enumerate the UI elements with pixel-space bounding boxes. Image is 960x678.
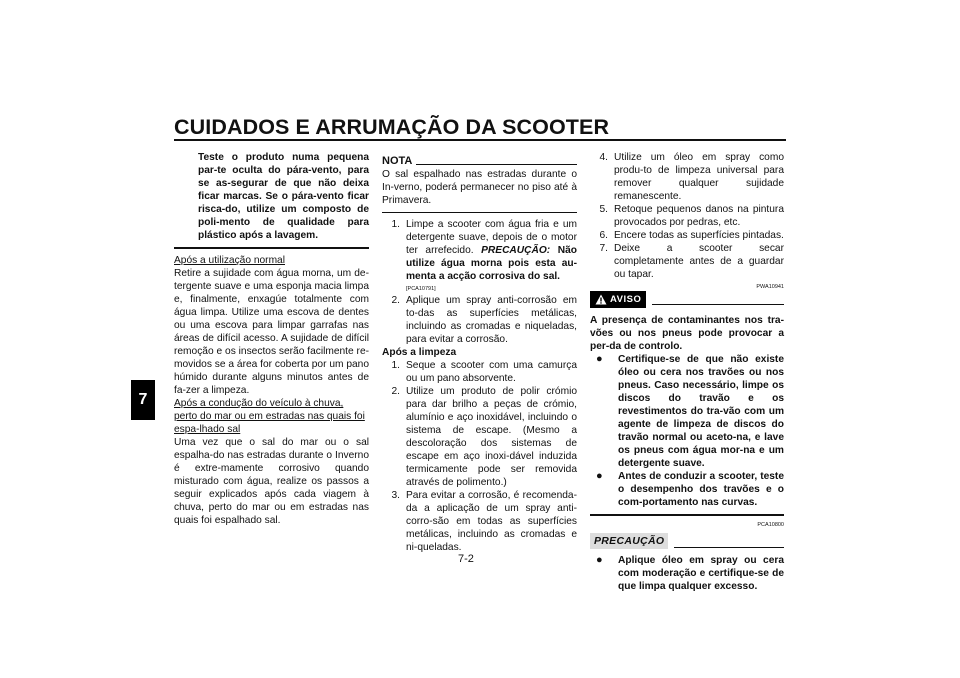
- precaution-header: [590, 533, 784, 549]
- precaution-inline-label: PRECAUÇÃO:: [481, 245, 551, 256]
- nota-label: NOTA: [382, 155, 413, 167]
- reference-code: [PCA10791]: [406, 286, 436, 292]
- bullet-icon: ●: [596, 353, 603, 365]
- warning-rule: [652, 304, 784, 305]
- precaution-label: PRECAUÇÃO: [590, 533, 668, 549]
- list-item: ● Antes de conduzir a scooter, teste o desempenho dos travões e o com-portamento nas curvas.: [590, 470, 784, 509]
- warning-header: [590, 291, 784, 308]
- column-middle: [382, 151, 577, 554]
- list-item: 5. Retoque pequenos danos na pintura provocados por pedras, etc.: [599, 204, 784, 228]
- warning-badge: [590, 291, 646, 308]
- precaution-inline-text: Não utilize água morna pois esta au-menta a acção corrosiva do sal.: [406, 245, 577, 282]
- list-item: ● Aplique óleo em spray ou cera com moderação e certifique-se de que limpa qualquer excesso.: [590, 554, 784, 593]
- after-use-heading: Após a utilização normal: [174, 255, 285, 266]
- warning-triangle-icon: [595, 294, 607, 305]
- list-item: 6. Encere todas as superfícies pintadas.: [599, 230, 784, 241]
- warning-intro: A presença de contaminantes nos tra-vões ou nos pneus pode provocar a per-da de controlo.: [590, 315, 784, 352]
- nota-end-rule: [382, 212, 577, 213]
- precaution-rule: [674, 547, 784, 548]
- after-clean-steps-list: [382, 359, 577, 554]
- page-number: 7-2: [458, 553, 474, 565]
- warning-label: AVISO: [610, 294, 642, 305]
- list-item: 1. Seque a scooter com uma camurça ou um pano absorvente.: [391, 360, 577, 384]
- wash-steps-list: [382, 218, 577, 346]
- title-rule: [174, 139, 786, 141]
- column-right: [590, 151, 784, 593]
- warning-code: PWA10941: [756, 284, 784, 290]
- nota-text: O sal espalhado nas estradas durante o In-verno, poderá permanecer no piso até à Primavera.: [382, 169, 577, 206]
- rain-heading: Após a condução do veículo à chuva, perto do mar ou em estradas nas quais foi espa-lhado sal: [174, 398, 365, 435]
- bullet-icon: ●: [596, 554, 603, 566]
- list-item: 4. Utilize um óleo em spray como produ-to de limpeza universal para remover qualquer sujidade remanescente.: [599, 152, 784, 202]
- nota-rule: [416, 164, 577, 165]
- column-left: [174, 151, 369, 527]
- warning-end-rule: [590, 514, 784, 516]
- list-item: 7. Deixe a scooter secar completamente antes de a guardar ou tapar.: [599, 243, 784, 280]
- rain-text: Uma vez que o sal do mar ou o sal espalha-do nas estradas durante o Inverno é extre-mamente corrosivo quando misturado com água, realize os passos a seguir explicados após cada viagem à chuva, perto do mar ou em estradas nas quais foi espalhado sal.: [174, 437, 369, 526]
- finish-steps-list: [590, 151, 784, 281]
- after-clean-heading: Após a limpeza: [382, 347, 457, 358]
- after-use-text: Retire a sujidade com água morna, um de-tergente suave e uma esponja macia limpa e, finalmente, enxagúe totalmente com água limpa. Utilize uma escova de dentes ou uma escova para limpar garrafas nas áreas de difícil acesso. A sujidade de difícil remoção e os insectos serão facilmente re-movidos se a área for coberta por um pano húmido durante alguns minutos antes de fa-zer a limpeza.: [174, 268, 369, 396]
- page-title: CUIDADOS E ARRUMAÇÃO DA SCOOTER: [174, 115, 610, 139]
- chapter-tab: 7: [131, 380, 155, 420]
- precaution-code: PCA10800: [757, 522, 784, 528]
- list-item: 2. Utilize um produto de polir crómio para dar brilho a peças de crómio, alumínio e aço inoxidável, incluindo o sistema de escape. (Mesmo a descoloração dos sistemas de escape em aço inoxi-dável induzida termicamente pode ser removida através de polimento.): [391, 386, 577, 488]
- list-item: 1. Limpe a scooter com água fria e um detergente suave, depois de o motor ter arrefecido. PRECAUÇÃO: Não utilize água morna pois esta au-menta a acção corrosiva do sal. [PCA10791]: [391, 219, 577, 292]
- list-item: ● Certifique-se de que não existe óleo ou cera nos travões ou nos pneus. Caso necessário, limpe os discos do travão e os revestimentos do tra-vão com um agente de limpeza de discos do travão normal ou aceto-na, e lave os pneus com água mor-na e um detergente suave.: [590, 353, 784, 470]
- warning-bullets: [590, 353, 784, 509]
- caution-end-rule: [174, 247, 369, 249]
- caution-continued-text: Teste o produto numa pequena par-te oculta do pára-vento, para se as-segurar de que não deixa ficar marcas. Se o pára-vento ficar risca-do, utilize um composto de poli-mento de qualidade para plástico após a lavagem.: [198, 152, 369, 241]
- bullet-icon: ●: [596, 470, 603, 482]
- precaution-bullets: [590, 554, 784, 593]
- nota-header: [382, 155, 577, 168]
- list-item: 2. Aplique um spray anti-corrosão em to-das as superfícies metálicas, incluindo as cromadas e niqueladas, para evitar a corrosão.: [391, 295, 577, 345]
- list-item: 3. Para evitar a corrosão, é recomenda-da a aplicação de um spray anti-corro-são em todas as superfícies metálicas, incluindo as cromadas e ni-queladas.: [391, 490, 577, 553]
